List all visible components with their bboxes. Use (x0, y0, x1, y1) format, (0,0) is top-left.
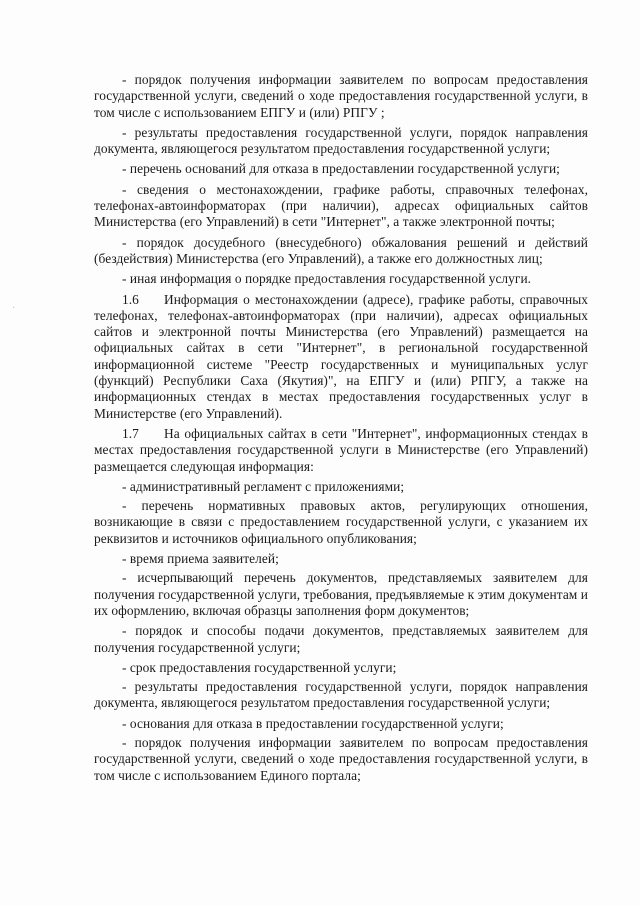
paragraph-1-7 (94, 426, 588, 475)
list-item-results: - результаты предоставления государственной услуги, порядок направления документа, являющегося результатом предоставления государственной услуги; (94, 679, 588, 711)
list-item-refusal: - основания для отказа в предоставлении государственной услуги; (122, 715, 504, 731)
paragraph-1-6 (94, 292, 588, 422)
list-item-regulation: - административный регламент с приложениями; (122, 478, 405, 494)
list-item-documents: - исчерпывающий перечень документов, представляемых заявителем для получения государственной услуги, требования, предъявляемые к этим документам и их оформлению, включая образцы заполнения форм документов; (94, 570, 588, 618)
paragraph-location-info: - сведения о местонахождении, графике работы, справочных телефонах, телефонах-автоинформаторах (при наличии), адресах официальных сайтов Министерства (его Управлений) в сети "Интернет", а также электронной почты; (94, 181, 588, 230)
list-item-info-order: - порядок получения информации заявителем по вопросам предоставления государственной услуги, сведений о ходе предоставления государственной услуги, в том числе с использованием Единого портала; (94, 734, 588, 783)
list-item-submission: - порядок и способы подачи документов, представляемых заявителем для получения государственной услуги; (94, 623, 588, 655)
margin-mark: · (12, 303, 16, 314)
paragraph-results: - результаты предоставления государственной услуги, порядок направления документа, являющегося результатом предоставления государственной услуги; (94, 124, 588, 157)
section-number: 1.6 (122, 291, 139, 307)
list-item-legal-acts: - перечень нормативных правовых актов, регулирующих отношения, возникающие в связи с предоставлением государственной услуги, с указанием их реквизитов и источников официального опубликования; (94, 498, 588, 546)
list-item-term: - срок предоставления государственной услуги; (122, 659, 397, 675)
paragraph-other-info: - иная информация о порядке предоставления государственной услуги. (122, 271, 532, 287)
paragraph-info-order: - порядок получения информации заявителем по вопросам предоставления государственной услуги, сведений о ходе предоставления государственной услуги, в том числе с использованием ЕПГУ и (или) РПГУ ; (94, 72, 588, 120)
paragraph-refusal-grounds: - перечень оснований для отказа в предоставлении государственной услуги; (122, 161, 560, 177)
paragraph-appeal-order: - порядок досудебного (внесудебного) обжалования решений и действий (бездействия) Министерства (его Управлений), а также его должностных лиц; (94, 234, 588, 266)
section-text: Информация о местонахождении (адресе), графике работы, справочных телефонах, телефонах-автоинформаторах (при наличии), адресах официальных сайтов и электронной почты Министерства (его Управлений) размещается на официальных сайтах в сети "Интернет", в региональной государственной информационной системе "Реестр государственных и муниципальных услуг (функций) Республики Саха (Якутия)", на ЕПГУ и (или) РПГУ, а также на информационных стендах в местах предоставления государственных услуг в Министерстве (его Управлений). (94, 291, 588, 421)
list-item-reception-time: - время приема заявителей; (122, 551, 279, 567)
section-text: На официальных сайтах в сети "Интернет", информационных стендах в местах предоставления государственной услуги в Министерстве (его Управлений) размещается следующая информация: (94, 425, 588, 474)
section-number: 1.7 (122, 425, 139, 441)
document-body (94, 72, 588, 788)
